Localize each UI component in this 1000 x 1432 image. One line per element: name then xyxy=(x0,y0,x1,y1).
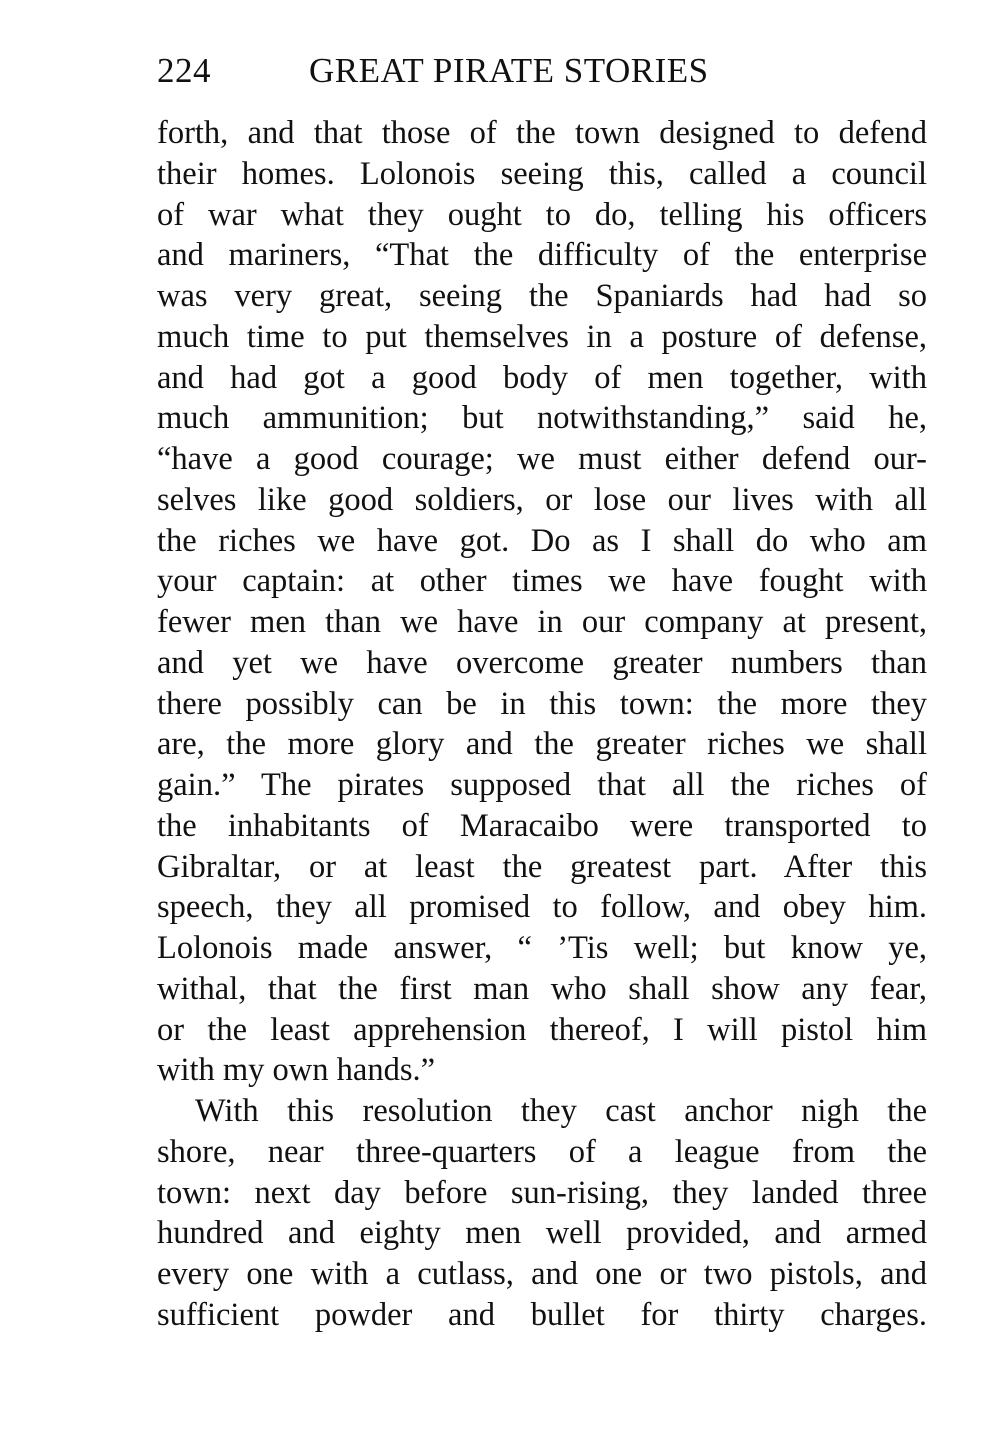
text-line: withal, that the first man who shall show any fear, xyxy=(157,970,927,1007)
text-line: and mariners, “That the difficulty of the enterprise xyxy=(157,237,927,274)
text-line: speech, they all promised to follow, and obey him. xyxy=(157,889,927,926)
text-line: shore, near three-quarters of a league from the xyxy=(157,1133,927,1170)
text-line: With this resolution they cast anchor nigh the xyxy=(195,1093,927,1129)
text-line: your captain: at other times we have fought with xyxy=(157,563,927,600)
text-line: fewer men than we have in our company at present, xyxy=(157,604,927,640)
text-line: of war what they ought to do, telling his officers xyxy=(157,196,927,233)
text-line: or the least apprehension thereof, I will pistol him xyxy=(157,1011,927,1048)
text-line: selves like good soldiers, or lose our lives with all xyxy=(157,481,927,518)
text-line: with my own hands.” xyxy=(157,1052,436,1089)
text-line: “have a good courage; we must either defend our- xyxy=(157,441,927,477)
text-line: Lolonois made answer, “ ’Tis well; but know ye, xyxy=(157,930,927,966)
text-line: every one with a cutlass, and one or two pistols, and xyxy=(157,1256,927,1292)
text-line: and yet we have overcome greater numbers than xyxy=(157,644,927,681)
text-line: and had got a good body of men together, with xyxy=(157,359,927,396)
text-line: there possibly can be in this town: the more they xyxy=(157,685,927,722)
paragraph-2 xyxy=(157,1091,927,1336)
text-line: much time to put themselves in a posture of defense, xyxy=(157,318,927,355)
text-line: their homes. Lolonois seeing this, called a council xyxy=(157,155,927,192)
text-line: are, the more glory and the greater riches we shall xyxy=(157,726,927,763)
text-line: the riches we have got. Do as I shall do who am xyxy=(157,522,927,559)
running-head xyxy=(157,46,927,96)
body-text xyxy=(157,113,927,1336)
paragraph-1 xyxy=(157,113,927,1091)
text-line: Gibraltar, or at least the greatest part. After this xyxy=(157,848,927,885)
text-line: forth, and that those of the town designed to defend xyxy=(157,115,927,151)
text-line: was very great, seeing the Spaniards had had so xyxy=(157,278,927,314)
book-title: GREAT PIRATE STORIES xyxy=(309,51,709,90)
text-line: sufficient powder and bullet for thirty charges. xyxy=(157,1296,927,1333)
text-line: hundred and eighty men well provided, and armed xyxy=(157,1215,927,1252)
page-number: 224 xyxy=(157,51,211,90)
text-line: gain.” The pirates supposed that all the riches of xyxy=(157,767,927,803)
text-line: the inhabitants of Maracaibo were transported to xyxy=(157,807,927,844)
text-line: much ammunition; but notwithstanding,” said he, xyxy=(157,400,927,437)
text-line: town: next day before sun-rising, they landed three xyxy=(157,1174,927,1211)
